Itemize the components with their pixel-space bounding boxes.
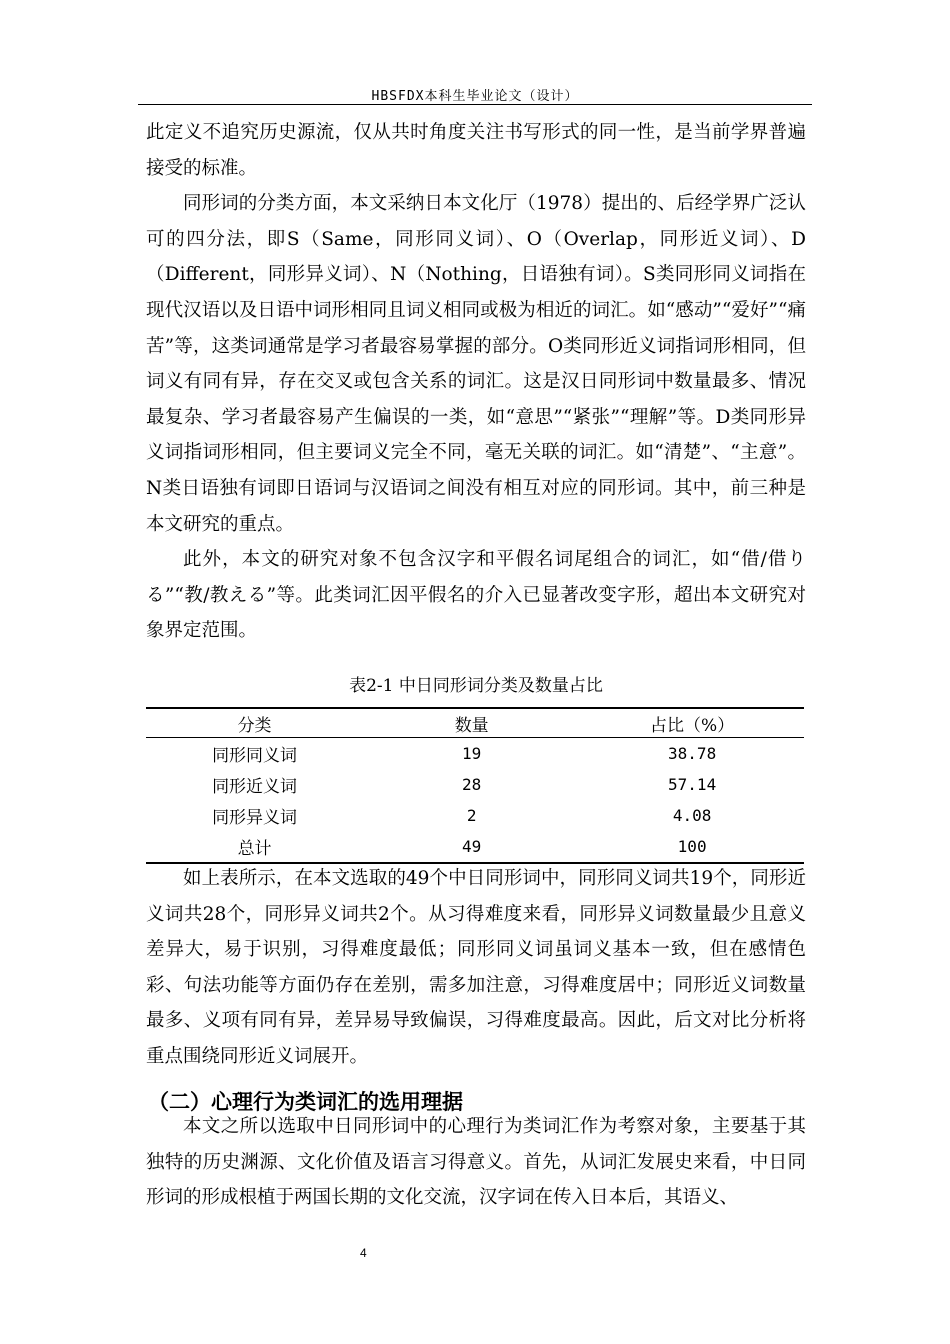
body-text-top <box>146 115 806 649</box>
classification-table <box>146 707 804 864</box>
paragraph-classification: 同形词的分类方面，本文采纳日本文化厅（1978）提出的、后经学界广泛认可的四分法，即S（Same，同形同义词）、O（Overlap，同形近义词）、D（Different，同形异义词）、N（Nothing，日语独有词）。S类同形同义词指在现代汉语以及日语中词形相同且词义相同或极为相近的词汇。如“感动”“爱好”“痛苦”等，这类词通常是学习者最容易掌握的部分。O类同形近义词指词形相同，但词义有同有异，存在交叉或包含关系的词汇。这是汉日同形词中数量最多、情况最复杂、学习者最容易产生偏误的一类，如“意思”“紧张”“理解”等。D类同形异义词指词形相同，但主要词义完全不同，毫无关联的词汇。如“清楚”、“主意”。N类日语独有词即日语词与汉语词之间没有相互对应的同形词。其中，前三种是本文研究的重点。 <box>146 193 806 535</box>
paragraph-selection-rationale: 本文之所以选取中日同形词中的心理行为类词汇作为考察对象，主要基于其独特的历史渊源、文化价值及语言习得意义。首先，从词汇发展史来看，中日同形词的形成根植于两国长期的文化交流，汉字词在传入日本后，其语义、 <box>146 1116 806 1209</box>
page-number: 4 <box>360 1246 367 1260</box>
table-row <box>146 769 804 800</box>
section-heading: （二）心理行为类词汇的选用理据 <box>148 1090 463 1114</box>
cell-category: 同形近义词 <box>212 777 298 797</box>
cell-category: 同形异义词 <box>212 808 298 828</box>
table-caption: 表2-1 中日同形词分类及数量占比 <box>349 676 603 696</box>
running-header: HBSFDX本科生毕业论文（设计） <box>371 89 579 104</box>
table-row-total <box>146 831 804 863</box>
paragraph-exclusion: 此外，本文的研究对象不包含汉字和平假名词尾组合的词汇，如“借/借りる”“教/教える”等。此类词汇因平假名的介入已显著改变字形，超出本文研究对象界定范围。 <box>146 549 806 642</box>
table-row <box>146 738 804 770</box>
table-header-row <box>146 708 804 738</box>
paragraph-table-analysis: 如上表所示，在本文选取的49个中日同形词中，同形同义词共19个，同形近义词共28个，同形异义词共2个。从习得难度来看，同形异义词数量最少且意义差异大，易于识别，习得难度最低；同形同义词虽词义基本一致，但在感情色彩、句法功能等方面仍存在差别，需多加注意，习得难度居中；同形近义词数量最多、义项有同有异，差异易导致偏误，习得难度最高。因此，后文对比分析将重点围绕同形近义词展开。 <box>146 868 806 1067</box>
paragraph-definition-end: 此定义不追究历史源流，仅从共时角度关注书写形式的同一性，是当前学界普遍接受的标准。 <box>146 122 806 179</box>
body-text-after-table <box>146 861 806 1075</box>
cell-count: 28 <box>462 775 482 794</box>
header-percentage: 占比（%） <box>580 708 804 738</box>
header-count: 数量 <box>363 708 580 738</box>
cell-category: 同形同义词 <box>212 746 298 766</box>
cell-category: 总计 <box>146 831 363 863</box>
cell-count: 2 <box>466 806 477 825</box>
cell-count: 49 <box>363 831 580 863</box>
table-row <box>146 800 804 831</box>
cell-count: 19 <box>462 744 482 763</box>
header-divider <box>138 104 812 105</box>
cell-percentage: 57.14 <box>668 775 717 794</box>
cell-percentage: 4.08 <box>672 806 712 825</box>
header-category: 分类 <box>146 708 363 738</box>
cell-percentage: 38.78 <box>668 744 717 763</box>
body-text-bottom <box>146 1109 806 1216</box>
cell-percentage: 100 <box>580 831 804 863</box>
